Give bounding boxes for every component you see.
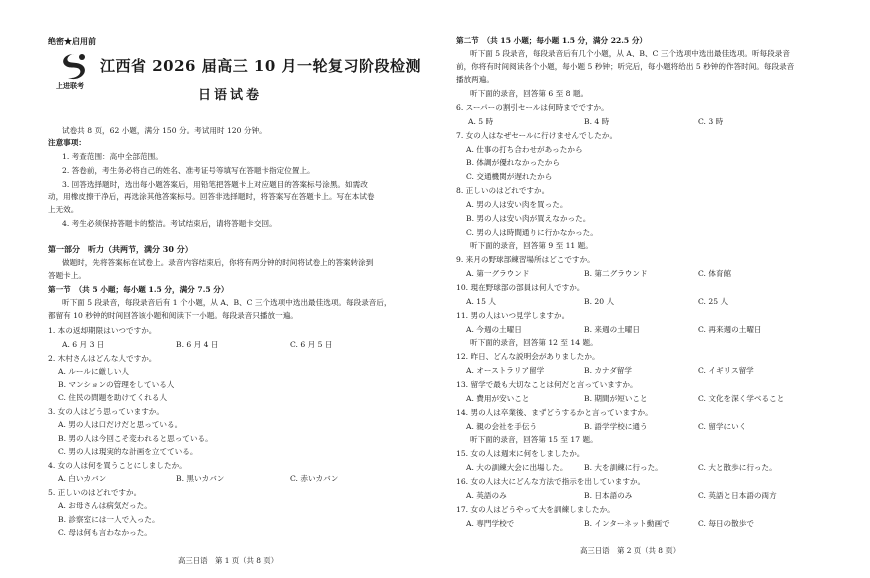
note-line: 动，用橡皮擦干净后，再选涂其他答案标号。回答非选择题时，将答案写在答题卡上。写在本试卷 bbox=[48, 192, 375, 201]
option-a: A. 今週の土曜日 bbox=[466, 325, 522, 334]
option-b: B. インターネット動画で bbox=[584, 519, 670, 528]
option-a: A. ルールに厳しい人 bbox=[58, 367, 129, 376]
listen-instruction: 听下面的录音，回答第 15 至 17 题。 bbox=[470, 435, 598, 444]
option-c: C. 6 月 5 日 bbox=[290, 340, 333, 349]
option-b: B. 男の人は今回こそ変われると思っている。 bbox=[58, 434, 213, 443]
option-b: B. 黒いカバン bbox=[176, 474, 225, 483]
option-c: C. 赤いカバン bbox=[290, 474, 339, 483]
question-14: 14. 男の人は卒業後、まずどうするかと言っていますか。 bbox=[456, 408, 653, 417]
question-5: 5. 正しいのはどれですか。 bbox=[48, 488, 142, 497]
option-c: C. 住民の問題を助けてくれる人 bbox=[58, 393, 168, 402]
question-3: 3. 女の人はどう思っていますか。 bbox=[48, 407, 164, 416]
option-b: B. 語学学校に通う bbox=[584, 422, 648, 431]
note-line: 3. 回答选择题时，选出每小题答案后，用铅笔把答题卡上对应题目的答案标号涂黑。如需改 bbox=[62, 180, 368, 189]
notes-heading: 注意事项： bbox=[48, 138, 86, 147]
option-a: A. 白いカバン bbox=[58, 474, 107, 483]
option-c: C. 25 人 bbox=[698, 297, 729, 306]
question-15: 15. 女の人は週末に何をしましたか。 bbox=[456, 449, 585, 458]
option-b: B. 来週の土曜日 bbox=[584, 325, 640, 334]
logo bbox=[58, 52, 90, 92]
option-c: C. 再来週の土曜日 bbox=[698, 325, 762, 334]
question-2: 2. 木村さんはどんな人ですか。 bbox=[48, 354, 157, 363]
question-16: 16. 女の人は大にどんな方法で指示を出していますか。 bbox=[456, 477, 646, 486]
question-4: 4. 女の人は何を買うことにしましたか。 bbox=[48, 461, 187, 470]
option-a: A. 英語のみ bbox=[466, 491, 507, 500]
question-12: 12. 昨日、どんな説明会がありましたか。 bbox=[456, 352, 600, 361]
listen-instruction: 听下面的录音，回答第 9 至 11 题。 bbox=[470, 241, 593, 250]
option-a: A. 仕事の打ち合わせがあったから bbox=[466, 145, 583, 154]
logo-text: 上进联考 bbox=[56, 82, 84, 90]
note-line: 2. 答卷前，考生务必将自己的姓名、准考证号等填写在答题卡指定位置上。 bbox=[62, 166, 315, 175]
note-line: 1. 考查范围：高中全部范围。 bbox=[62, 152, 163, 161]
part1-desc: 答题卡上。 bbox=[48, 271, 86, 280]
option-b: B. 診察室には一人で入った。 bbox=[58, 515, 160, 524]
option-c: C. 体育館 bbox=[698, 269, 732, 278]
listen-instruction: 听下面的录音，回答第 12 至 14 题。 bbox=[470, 338, 598, 347]
question-7: 7. 女の人はなぜセールに行けませんでしたか。 bbox=[456, 131, 618, 140]
option-b: B. 日本語のみ bbox=[584, 491, 633, 500]
option-a: A. 男の人は口だけだと思っている。 bbox=[58, 420, 183, 429]
option-c: C. 毎日の散歩で bbox=[698, 519, 754, 528]
option-c: C. 交通機関が遅れたから bbox=[466, 172, 553, 181]
option-a: A. 費用が安いこと bbox=[466, 394, 530, 403]
question-9: 9. 来月の野球部練習場所はどこですか。 bbox=[456, 255, 595, 264]
option-c: C. 男の人は現実的な計画を立てている。 bbox=[58, 447, 198, 456]
note-line: 上无效。 bbox=[48, 205, 79, 214]
option-a: A. 5 時 bbox=[468, 117, 494, 126]
option-b: B. カナダ留学 bbox=[584, 366, 632, 375]
section1-desc: 都留有 10 秒钟的时间回答该小题和阅读下一小题。每段录音只播放一遍。 bbox=[48, 311, 298, 320]
option-b: B. 第二グラウンド bbox=[584, 269, 648, 278]
exam-title: 江西省 2026 届高三 10 月一轮复习阶段检测 bbox=[100, 57, 422, 75]
section2-desc: 听下面 5 段录音，每段录音后有几个小题，从 A、B、C 三个选项中选出最佳选项。听每段录音 bbox=[470, 49, 790, 58]
question-6: 6. スーパーの割引セールは何時までですか。 bbox=[456, 103, 609, 112]
exam-info: 试卷共 8 页，62 小题，满分 150 分。考试用时 120 分钟。 bbox=[62, 126, 267, 135]
page-footer: 高三日语 第 1 页（共 8 页） bbox=[178, 556, 279, 565]
option-a: A. お母さんは病気だった。 bbox=[58, 501, 152, 510]
option-b: B. 4 時 bbox=[584, 117, 610, 126]
option-a: A. 15 人 bbox=[466, 297, 496, 306]
option-c: C. 母は何も言わなかった。 bbox=[58, 528, 152, 537]
question-1: 1. 本の返却期限はいつですか。 bbox=[48, 326, 157, 335]
option-b: B. マンションの管理をしている人 bbox=[58, 380, 175, 389]
option-a: A. 大の訓練大会に出場した。 bbox=[466, 463, 568, 472]
option-b: B. 6 月 4 日 bbox=[176, 340, 219, 349]
option-a: A. 第一グラウンド bbox=[466, 269, 530, 278]
option-c: C. 英語と日本語の両方 bbox=[698, 491, 777, 500]
question-11: 11. 男の人はいつ見学しますか。 bbox=[456, 311, 570, 320]
page-right bbox=[440, 0, 870, 578]
question-13: 13. 留学で最も大切なことは何だと言っていますか。 bbox=[456, 380, 638, 389]
secret-label: 绝密★启用前 bbox=[48, 36, 96, 46]
part1-heading: 第一部分 听力（共两节，满分 30 分） bbox=[48, 244, 193, 254]
exam-subtitle: 日语试卷 bbox=[198, 88, 263, 103]
question-10: 10. 現在野球部の部員は何人ですか。 bbox=[456, 283, 585, 292]
question-17: 17. 女の人はどうやって大を訓練しましたか。 bbox=[456, 505, 615, 514]
note-line: 4. 考生必须保持答题卡的整洁。考试结束后，请将答题卡交回。 bbox=[62, 219, 277, 228]
part1-desc: 做题时，先将答案标在试卷上。录音内容结束后，你将有两分钟的时间将试卷上的答案转涂到 bbox=[62, 258, 374, 267]
option-b: B. 男の人は安い肉が買えなかった。 bbox=[466, 214, 591, 223]
option-a: A. オーストラリア留学 bbox=[466, 366, 545, 375]
option-a: A. 親の会社を手伝う bbox=[466, 422, 538, 431]
swirl-logo-icon bbox=[58, 52, 90, 82]
option-b: B. 大を訓練に行った。 bbox=[584, 463, 663, 472]
option-c: C. 文化を深く学べること bbox=[698, 394, 785, 403]
option-a: A. 男の人は安い肉を買った。 bbox=[466, 200, 568, 209]
option-c: C. イギリス留学 bbox=[698, 366, 754, 375]
option-a: A. 6 月 3 日 bbox=[62, 340, 105, 349]
option-c: C. 3 時 bbox=[698, 117, 724, 126]
section1-desc: 听下面 5 段录音，每段录音后有 1 个小题，从 A、B、C 三个选项中选出最佳选项。每段录音后， bbox=[62, 298, 392, 307]
section2-desc: 前，你将有时间阅读各个小题，每小题 5 秒钟；听完后，每小题将给出 5 秒钟的作答时间。每段录音 bbox=[456, 62, 795, 71]
option-c: C. 男の人は時間通りに行かなかった。 bbox=[466, 228, 598, 237]
section1-heading: 第一节 （共 5 小题；每小题 1.5 分，满分 7.5 分） bbox=[48, 285, 229, 294]
section2-desc: 播放两遍。 bbox=[456, 75, 494, 84]
option-b: B. 20 人 bbox=[584, 297, 615, 306]
question-8: 8. 正しいのはどれですか。 bbox=[456, 186, 550, 195]
option-b: B. 体調が優れなかったから bbox=[466, 158, 560, 167]
section2-heading: 第二节 （共 15 小题；每小题 1.5 分，满分 22.5 分） bbox=[456, 36, 648, 45]
listen-instruction: 听下面的录音，回答第 6 至 8 题。 bbox=[470, 89, 589, 98]
page-footer: 高三日语 第 2 页（共 8 页） bbox=[580, 546, 681, 555]
option-c: C. 大と散歩に行った。 bbox=[698, 463, 777, 472]
option-b: B. 期間が短いこと bbox=[584, 394, 648, 403]
option-c: C. 留学にいく bbox=[698, 422, 747, 431]
option-a: A. 専門学校で bbox=[466, 519, 515, 528]
